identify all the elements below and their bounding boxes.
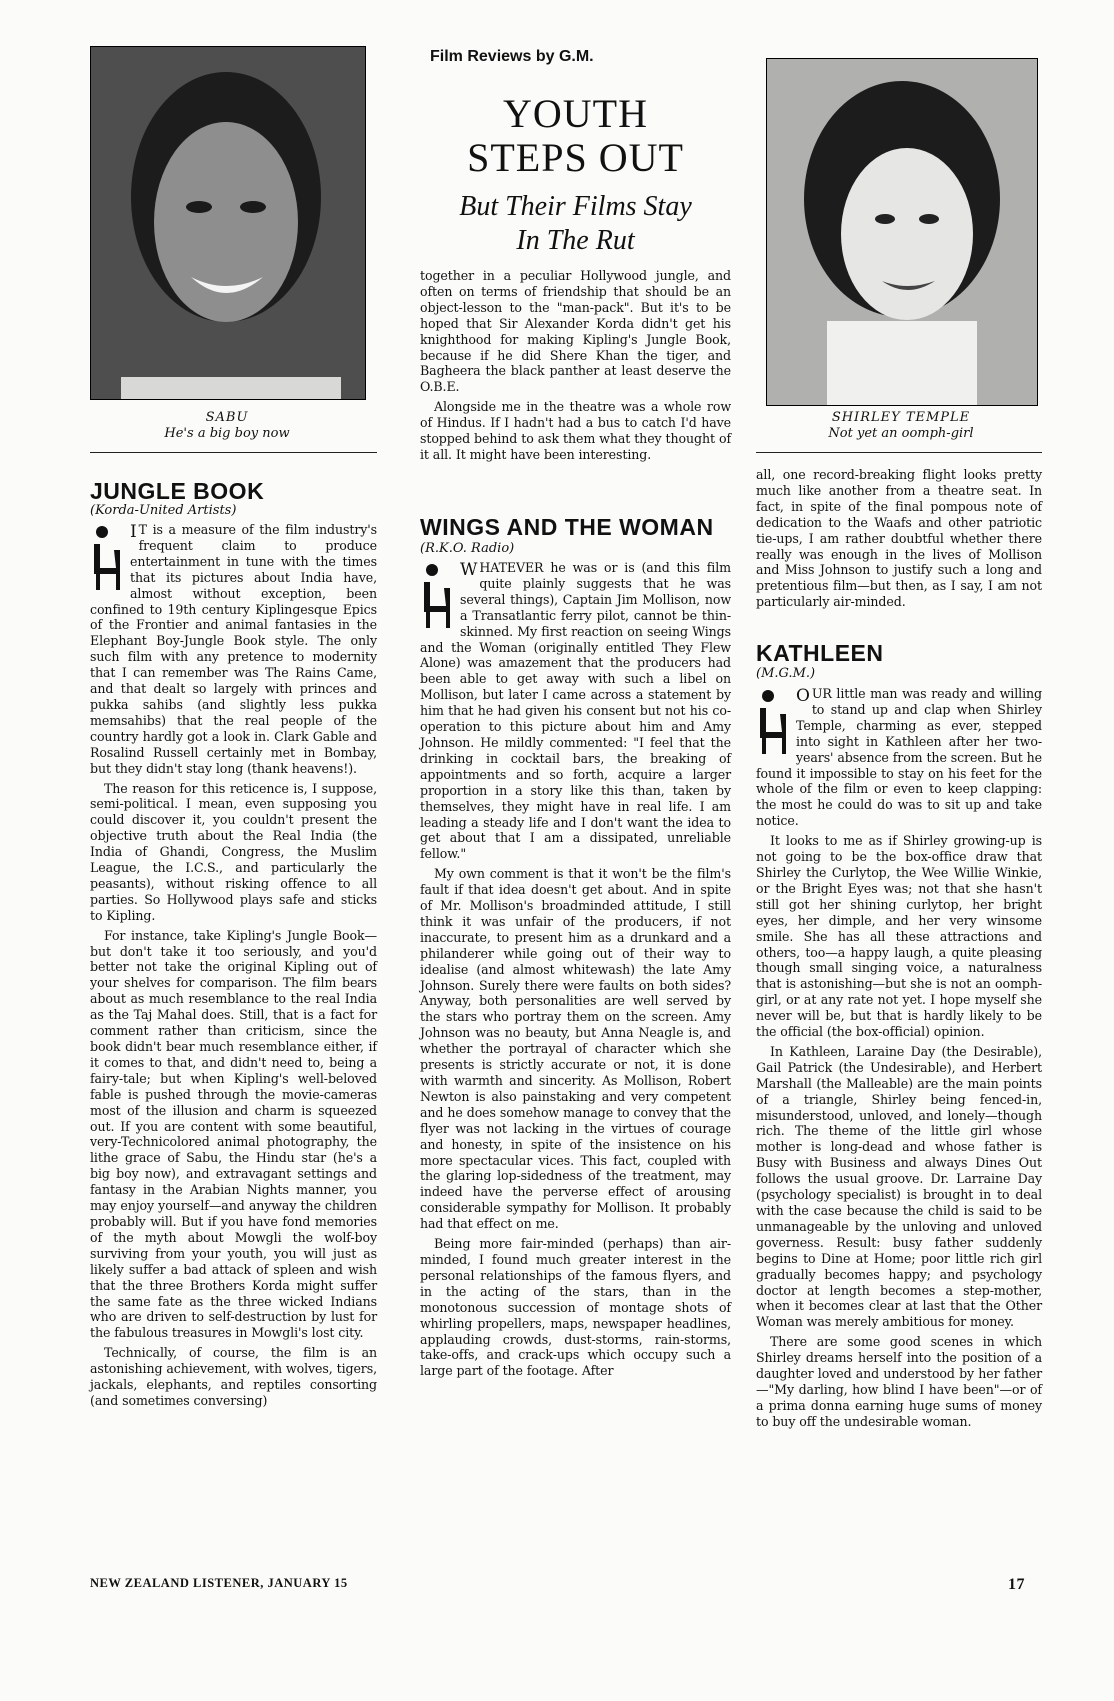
portrait-image-icon	[767, 59, 1037, 405]
subhead	[420, 190, 731, 258]
wings-para-2: My own comment is that it won't be the film's fault if that idea doesn't get about. And in spite of Mr. Mollison's broadminded attitude, I still think it was unfair of the producers, if not inaccurate, to present him as a drunkard and a philanderer while going out of their way to idealise (and almost whitewash) the late Amy Johnson. Surely there were faults on both sides? Anyway, both personalities are well served by the stars who portray them on the screen. Amy Johnson was no beauty, but Anna Neagle is, and whether the portrayal of character which she presents is strictly accurate or not, it is done with warmth and sincerity. As Mollison, Robert Newton is also painstaking and very competent and he does somehow manage to convey that the flyer was not lacking in the virtues of courage and honesty, in spite of the insistence on his more spectacular vices. This fact, coupled with the glaring lop-sidedness of the treatment, may indeed have the perverse effect of arousing considerable sympathy for Mollison. It probably had that effect on me.	[420, 866, 731, 1232]
jungle-book-body	[90, 522, 377, 1409]
jungle-book-para-4: Technically, of course, the film is an astonishing achievement, with wolves, tigers, jackals, elephants, and reptiles consorting (and sometimes conversing)	[90, 1345, 377, 1408]
divider	[90, 452, 377, 453]
jungle-book-continued	[420, 268, 731, 463]
sabu-caption	[90, 410, 364, 442]
chair-icon	[420, 562, 454, 628]
headline-line-2: STEPS OUT	[467, 135, 684, 180]
shirley-temple-caption-text: Not yet an oomph-girl	[828, 426, 974, 441]
shirley-temple-photo	[766, 58, 1038, 406]
jungle-book-cont-1: together in a peculiar Hollywood jungle, and often on terms of friendship that should be an object-lesson to the "man-pack". But it's to be hoped that Sir Alexander Korda didn't get his knighthood for making Kipling's Jungle Book, because if he did Shere Khan the tiger, and Bagheera the black panther at least deserve the O.B.E.	[420, 268, 731, 395]
shirley-temple-caption-name: SHIRLEY TEMPLE	[831, 410, 971, 425]
headline	[420, 92, 731, 180]
kathleen-dropcap: O	[796, 686, 810, 706]
wings-cont-1: all, one record-breaking flight looks pretty much like another from a theatre seat. In fact, in spite of the final pompous note of dedication to the Waafs and other patriotic tie-ups, I am rather doubtful whether there really was enough in the lives of Mollison and Miss Johnson to justify such a long and pretentious film—but then, as I say, I am not particularly air-minded.	[756, 467, 1042, 610]
wings-title: WINGS AND THE WOMAN	[420, 514, 714, 540]
subhead-line-1: But Their Films Stay	[459, 191, 692, 222]
chair-icon	[90, 524, 124, 590]
wings-dropcap: W	[460, 560, 478, 580]
shirley-temple-caption	[766, 410, 1036, 442]
wings-body	[420, 560, 731, 1379]
headline-line-1: YOUTH	[503, 91, 648, 136]
portrait-image-icon	[91, 47, 365, 399]
wings-para-3: Being more fair-minded (perhaps) than air-minded, I found much greater interest in the personal relationships of the famous flyers, and in the acting of the stars, than in the monotonous succession of montage shots of whirling propellers, maps, newspaper headlines, applauding crowds, dust-storms, rain-storms, take-offs, and crack-ups which occupy such a large part of the footage. After	[420, 1236, 731, 1379]
jungle-book-para-1: I T is a measure of the film industry's frequent claim to produce entertainment in tune with the times that its pictures about India have, almost without exception, been confined to 19th century Kiplingesque Epics of the Frontier and animal fantasies in the Elephant Boy-Jungle Book style. The only such film with any pretence to modernity that I can remember was The Rains Came, and that dealt so largely with princes and pukka sahibs (and slightly less pukka memsahibs) that the real people of the country hardly got a look in. Clark Gable and Rosalind Russell certainly met in Bombay, but they didn't stay long (thank heavens!).	[90, 522, 377, 776]
kicker: Film Reviews by G.M.	[430, 48, 594, 65]
kathleen-title: KATHLEEN	[756, 640, 884, 666]
subhead-line-2: In The Rut	[516, 225, 635, 256]
kathleen-para-3: In Kathleen, Laraine Day (the Desirable), Gail Patrick (the Undesirable), and Herbert Marshall (the Malleable) are the main points of a triangle, Shirley being fenced-in, misunderstood, unloved, and lonely—though rich. The theme of the little girl whose mother is long-dead and whose father is Busy with Business and always Dines Out follows the usual groove. Dr. Larraine Day (psychology specialist) is brought in to deal with the case because the child is said to be unmanageable by the unloving and unloved governess. Result: busy father suddenly begins to Dine at Home; poor little rich girl gradually becomes happy; and psychology doctor at length becomes a step-mother, when it becomes clear at last that the Other Woman was merely ambitious for money.	[756, 1043, 1042, 1330]
kathleen-para-2: It looks to me as if Shirley growing-up is not going to be the box-office draw that Shirley the Curlytop, the Wee Willie Winkie, or the Bright Eyes was; not that she hasn't still got her shining curlytop, her bright eyes, her dimple, and her very winsome smile. She has all these attractions and others, too—a happy laugh, a quite pleasing though small singing voice, a naturalness that is astonishing—but she is not an oomph-girl, or at any rate not yet. I hope myself she never will be, but that is hardly likely to be the official (the box-official) opinion.	[756, 833, 1042, 1040]
kathleen-para-4: There are some good scenes in which Shirley dreams herself into the position of a daughter loved and understood by her father—"My darling, how blind I have been"—or of a prima donna earning huge sums of money to buy off the undesirable woman.	[756, 1334, 1042, 1429]
jungle-book-para-2: The reason for this reticence is, I suppose, semi-political. I mean, even supposing you could discover it, you couldn't present the objective truth about the Real India (the India of Ghandi, Congress, the Muslim League, the I.C.S., and particularly the peasants), without risking offence to all parties. So Hollywood plays safe and sticks to Kipling.	[90, 780, 377, 923]
wings-para-1: W HATEVER he was or is (and this film quite plainly suggests that he was several things), Captain Jim Mollison, now a Transatlantic ferry pilot, cannot be thin-skinned. My first reaction on seeing Wings and the Woman (originally entitled They Flew Alone) was amazement that the producers had been able to get away with such a libel on Mollison, but later I came across a statement by him that he had given his consent but not his co-operation to this picture about him and Amy Johnson. He mildly commented: "I feel that the drinking in cocktail bars, the breaking of appointments and so forth, acquire a larger proportion in a story like this than, taken by themselves, they might have in real life. I am leading a steady life and I don't want the idea to get about that I am a dissipated, unreliable fellow."	[420, 560, 731, 862]
chair-icon	[756, 688, 790, 754]
kathleen-para-1: O UR little man was ready and willing to stand up and clap when Shirley Temple, charming as ever, stepped into sight in Kathleen after her two-years' absence from the screen. But he found it impossible to stay on his feet for the whole of the film or even to keep clapping: the most he could do was to sit up and take notice.	[756, 686, 1042, 829]
wings-continued	[756, 467, 1042, 610]
kathleen-studio: (M.G.M.)	[756, 666, 816, 681]
page-number: 17	[1008, 1576, 1025, 1593]
wings-studio: (R.K.O. Radio)	[420, 541, 515, 556]
jungle-book-para-3: For instance, take Kipling's Jungle Book—but don't take it too seriously, and you'd better not take the original Kipling out of your shelves for comparison. The film bears about as much resemblance to the real India as the Taj Mahal does. Still, that is a fact for comment rather than criticism, since the book didn't bear much resemblance either, if it comes to that, and didn't need to, being a fairy-tale; but when Kipling's well-beloved fable is pushed through the movie-cameras most of the illusion and charm is squeezed out. If you are content with some beautiful, very-Technicolored animal photography, the lithe grace of Sabu, the Hindu star (he's a big boy now), and extravagant settings and fantasy in the Arabian Nights manner, you may enjoy yourself—and anyway the children probably will. But if you have fond memories of the myth about Mowgli the wolf-boy surviving from your youth, you will just as likely suffer a bad attack of spleen and wish that the three Brothers Korda might suffer the same fate as the three wicked Indians who are driven to self-destruction by lust for the fabulous treasures in Mowgli's lost city.	[90, 927, 377, 1341]
sabu-photo	[90, 46, 366, 400]
jungle-book-cont-2: Alongside me in the theatre was a whole row of Hindus. If I hadn't had a bus to catch I'd have stopped behind to ask them what they thought of it all. It might have been interesting.	[420, 399, 731, 462]
divider	[756, 452, 1042, 453]
sabu-caption-text: He's a big boy now	[164, 426, 290, 441]
jungle-book-title: JUNGLE BOOK	[90, 478, 265, 504]
sabu-caption-name: SABU	[205, 410, 249, 425]
kathleen-body	[756, 686, 1042, 1430]
jungle-book-studio: (Korda-United Artists)	[90, 503, 237, 518]
jungle-book-dropcap: I	[130, 522, 137, 542]
publication-footer: NEW ZEALAND LISTENER, JANUARY 15	[90, 1576, 348, 1590]
